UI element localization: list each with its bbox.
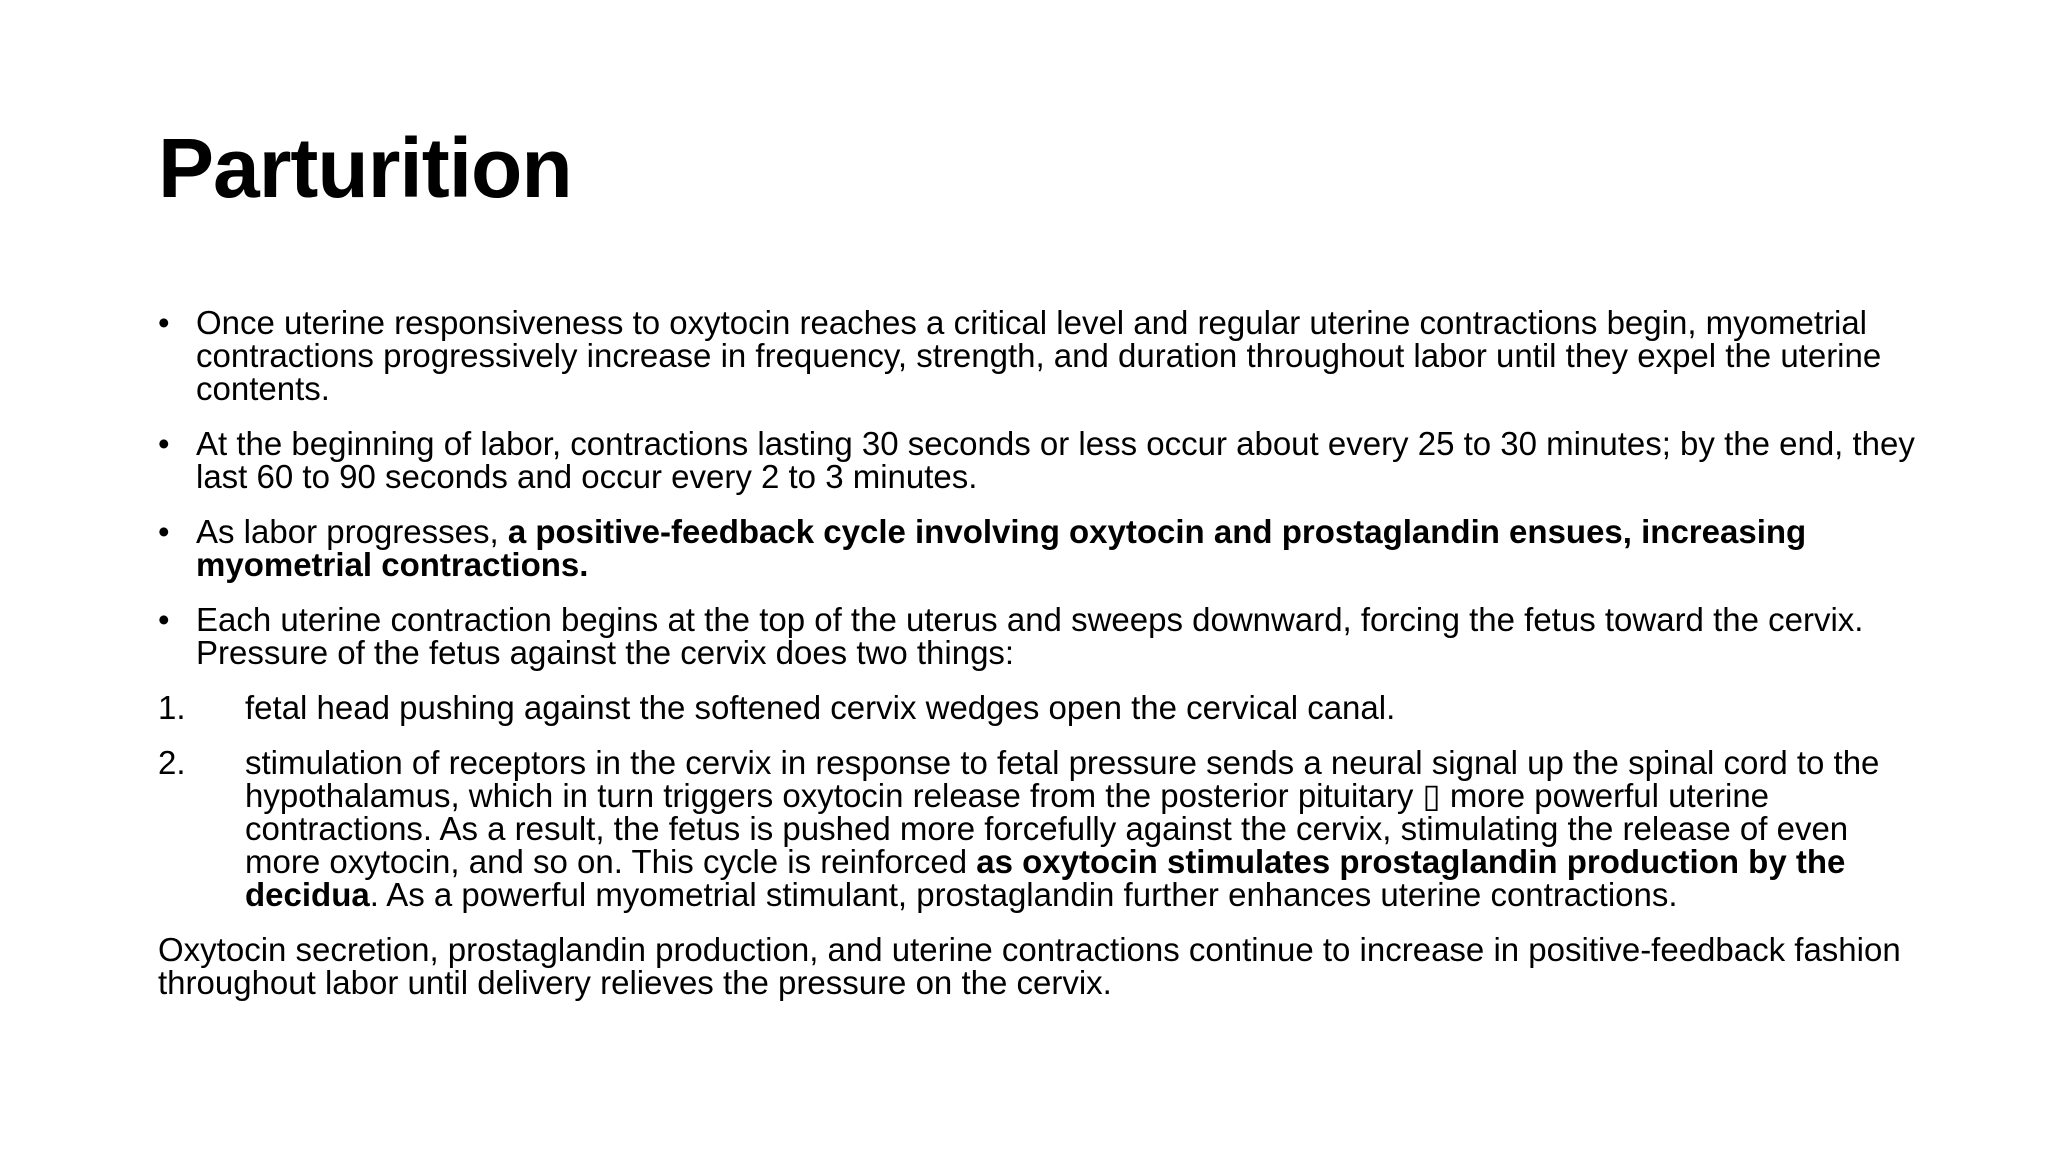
bullet-text: As labor progresses, [196, 513, 508, 550]
numbered-text: stimulation of receptors in the cervix in response to fetal pressure sends a neural signal up the spinal cord to the hypothalamus, which in turn triggers oxytocin release from the posterior pituitary ▯ more powerful uterine contractions. As a result, the fetus is pushed more forcefully against the cervix, stimulating the release of even more oxytocin, and so on. This cycle is reinforced [245, 744, 1880, 880]
bullet-marker: • [158, 304, 170, 341]
bullet-text: Each uterine contraction begins at the top of the uterus and sweeps downward, forcing the fetus toward the cervix. Pressure of the fetus against the cervix does two things: [196, 601, 1864, 671]
bullet-item [158, 515, 1918, 581]
numbered-text-post: . As a powerful myometrial stimulant, prostaglandin further enhances uterine contractions. [369, 876, 1678, 913]
number-marker: 1. [158, 689, 186, 726]
bullet-marker: • [158, 425, 170, 462]
numbered-text: fetal head pushing against the softened cervix wedges open the cervical canal. [245, 689, 1396, 726]
bullet-item [158, 306, 1918, 405]
bullet-marker: • [158, 601, 170, 638]
bullet-marker: • [158, 513, 170, 550]
numbered-item [158, 746, 1918, 911]
slide-title: Parturition [158, 121, 572, 215]
slide-body [158, 306, 1918, 1021]
bullet-text-bold: a positive-feedback cycle involving oxytocin and prostaglandin ensues, increasing myometrial contractions. [196, 513, 1807, 583]
bullet-item [158, 427, 1918, 493]
numbered-item [158, 691, 1918, 724]
numbered-text-bold: as oxytocin stimulates prostaglandin production by the decidua [245, 843, 1846, 913]
bullet-text: Once uterine responsiveness to oxytocin reaches a critical level and regular uterine contractions begin, myometrial contractions progressively increase in frequency, strength, and duration throughout labor until they expel the uterine contents. [196, 304, 1882, 407]
closing-paragraph: Oxytocin secretion, prostaglandin production, and uterine contractions continue to increase in positive-feedback fashion throughout labor until delivery relieves the pressure on the cervix. [158, 931, 1901, 1001]
bullet-text: At the beginning of labor, contractions lasting 30 seconds or less occur about every 25 to 30 minutes; by the end, they last 60 to 90 seconds and occur every 2 to 3 minutes. [196, 425, 1915, 495]
bullet-item [158, 603, 1918, 669]
number-marker: 2. [158, 744, 186, 781]
